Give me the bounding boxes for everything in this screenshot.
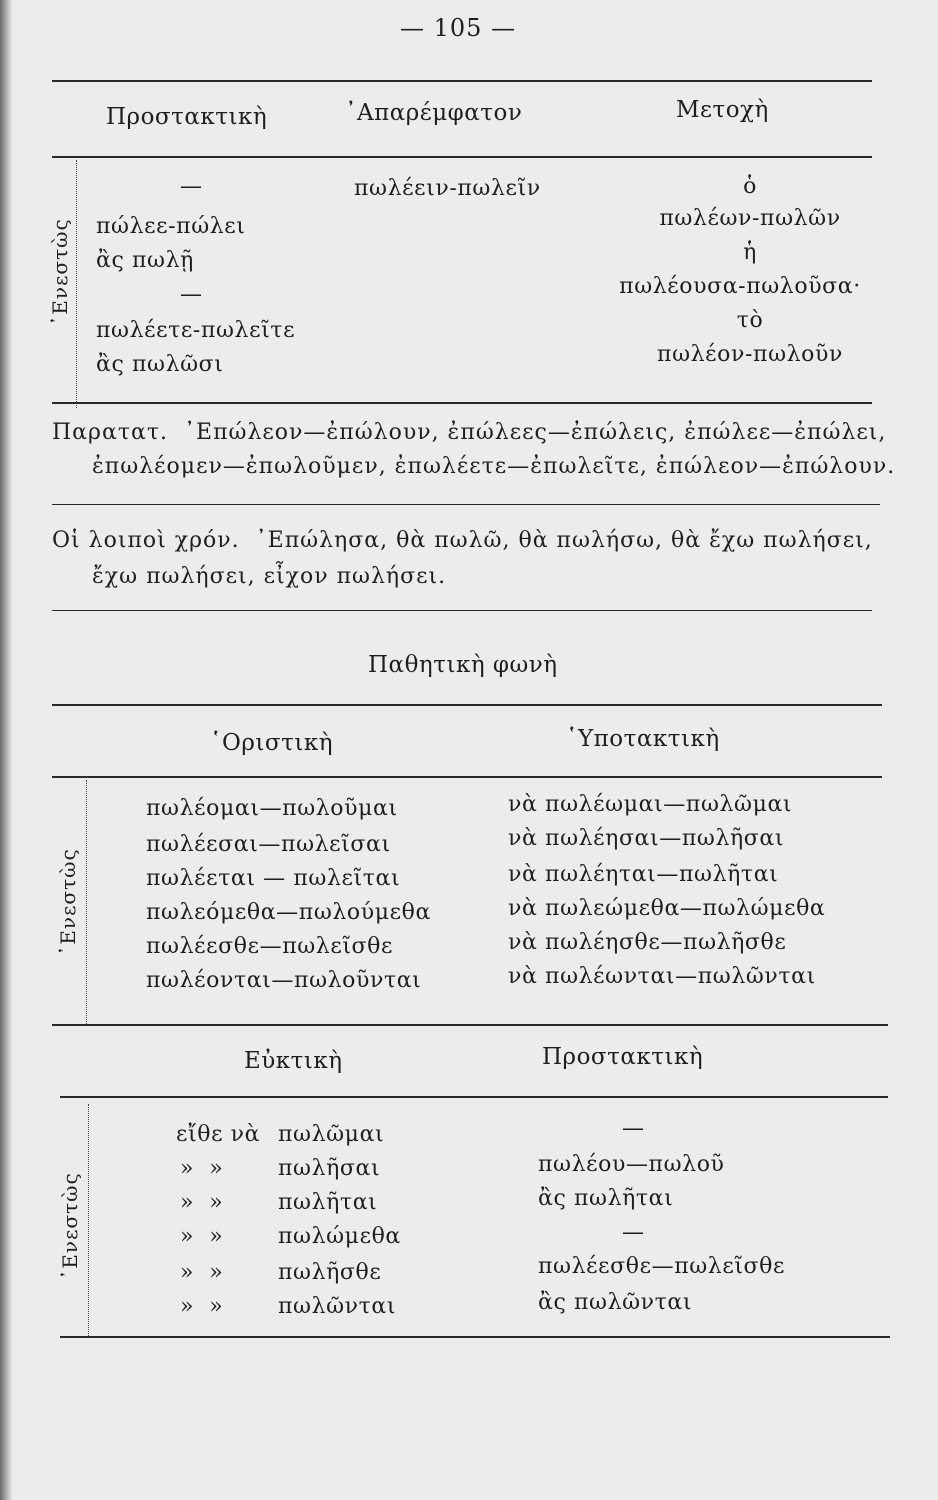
optative-prefix: » »: [180, 1260, 224, 1285]
column-divider: [86, 780, 87, 1024]
participle-row: πωλέουσα-πωλοῦσα·: [619, 274, 861, 299]
page-number: — 105 —: [400, 14, 517, 42]
header-imperative: Προστακτικὴ: [106, 104, 268, 130]
header-subjunctive: ῾Υποτακτικὴ: [566, 726, 720, 752]
header-passive-imperative: Προστακτικὴ: [542, 1044, 704, 1070]
page-edge-shadow: [0, 0, 12, 1500]
divider-after-indicative: [52, 1024, 888, 1026]
side-label-present-passive: ᾿Ενεστὼς: [56, 848, 80, 956]
side-label-present-optative: ᾿Ενεστὼς: [58, 1172, 82, 1280]
optative-form: πωλῶμαι: [278, 1122, 385, 1147]
other-tenses-line-2: ἔχω πωλήσει, εἶχον πωλήσει.: [92, 564, 447, 589]
active-imperative-row: —: [180, 174, 203, 199]
active-imperative-row: ἂς πωλῶσι: [96, 352, 224, 377]
indicative-row: πωλέεσθε—πωλεῖσθε: [146, 934, 394, 959]
indicative-row: πωλέονται—πωλοῦνται: [146, 968, 422, 993]
active-imperative-row: —: [180, 282, 203, 307]
passive-imperative-row: —: [622, 1220, 645, 1245]
header-optative: Εὐκτικὴ: [244, 1048, 343, 1074]
divider-top: [52, 80, 872, 82]
optative-prefix: » »: [180, 1224, 224, 1249]
indicative-row: πωλέομαι—πωλοῦμαι: [146, 796, 398, 821]
column-divider: [76, 160, 77, 408]
optative-prefix: » »: [180, 1156, 224, 1181]
indicative-row: πωλέεσαι—πωλεῖσαι: [146, 832, 391, 857]
subjunctive-row: νὰ πωλέησθε—πωλῆσθε: [508, 930, 787, 955]
divider-under-headers: [52, 156, 872, 158]
indicative-row: πωλεόμεθα—πωλούμεθα: [146, 900, 431, 925]
divider-after-active: [52, 402, 872, 404]
divider-after-imperfect: [52, 504, 880, 505]
imperfect-line-2: ἐπωλέομεν—ἐπωλοῦμεν, ἐπωλέετε—ἐπωλεῖτε, ἐπώλεον—ἐπώλουν.: [92, 454, 896, 479]
divider-bottom: [60, 1336, 890, 1338]
optative-form: πωλώμεθα: [278, 1224, 401, 1249]
passive-title: Παθητικὴ φωνὴ: [368, 652, 558, 678]
passive-imperative-row: ἂς πωλῆται: [538, 1186, 674, 1211]
subjunctive-row: νὰ πωλέηται—πωλῆται: [508, 862, 779, 887]
side-label-present-active: ᾿Ενεστὼς: [48, 218, 72, 326]
optative-prefix: εἴθε νὰ: [176, 1122, 261, 1147]
participle-row: πωλέον-πωλοῦν: [657, 342, 843, 367]
other-tenses-line-1: Οἱ λοιποὶ χρόν. ᾿Επώλησα, θὰ πωλῶ, θὰ πωλήσω, θὰ ἔχω πωλήσει,: [52, 528, 873, 553]
subjunctive-row: νὰ πωλέησαι—πωλῆσαι: [508, 826, 785, 851]
passive-imperative-row: —: [622, 1116, 645, 1141]
optative-prefix: » »: [180, 1190, 224, 1215]
active-infinitive: πωλέειν-πωλεῖν: [354, 176, 541, 201]
active-imperative-row: πώλεε-πώλει: [96, 214, 246, 239]
subjunctive-row: νὰ πωλεώμεθα—πωλώμεθα: [508, 896, 826, 921]
optative-prefix: » »: [180, 1294, 224, 1319]
divider-after-other-tenses: [52, 610, 872, 611]
imperfect-line-1: Παρατατ. ᾿Επώλεον—ἐπώλουν, ἐπώλεες—ἐπώλεις, ἐπώλεε—ἐπώλει,: [52, 420, 887, 445]
divider-under-optative-headers: [60, 1096, 888, 1098]
passive-imperative-row: πωλέεσθε—πωλεῖσθε: [538, 1254, 786, 1279]
optative-form: πωλῶνται: [278, 1294, 397, 1319]
optative-form: πωλῆσθε: [278, 1260, 382, 1285]
indicative-row: πωλέεται — πωλεῖται: [146, 866, 401, 891]
divider-passive-top: [52, 704, 882, 706]
participle-row: ἡ: [743, 240, 757, 265]
optative-form: πωλῆσαι: [278, 1156, 381, 1181]
participle-row: τὸ: [736, 308, 764, 333]
active-imperative-row: πωλέετε-πωλεῖτε: [96, 318, 296, 343]
passive-imperative-row: πωλέου—πωλοῦ: [538, 1152, 725, 1177]
participle-row: ὁ: [743, 174, 757, 199]
column-divider: [88, 1104, 89, 1336]
header-participle: Μετοχὴ: [676, 97, 769, 123]
subjunctive-row: νὰ πωλέωνται—πωλῶνται: [508, 964, 816, 989]
divider-under-passive-headers: [52, 776, 882, 778]
header-infinitive: ᾿Απαρέμφατον: [345, 100, 523, 126]
active-imperative-row: ἂς πωλῇ: [96, 248, 194, 273]
optative-form: πωλῆται: [278, 1190, 378, 1215]
header-indicative: ῾Οριστικὴ: [210, 730, 333, 756]
participle-row: πωλέων-πωλῶν: [659, 206, 841, 231]
subjunctive-row: νὰ πωλέωμαι—πωλῶμαι: [508, 792, 793, 817]
passive-imperative-row: ἂς πωλῶνται: [538, 1290, 693, 1315]
